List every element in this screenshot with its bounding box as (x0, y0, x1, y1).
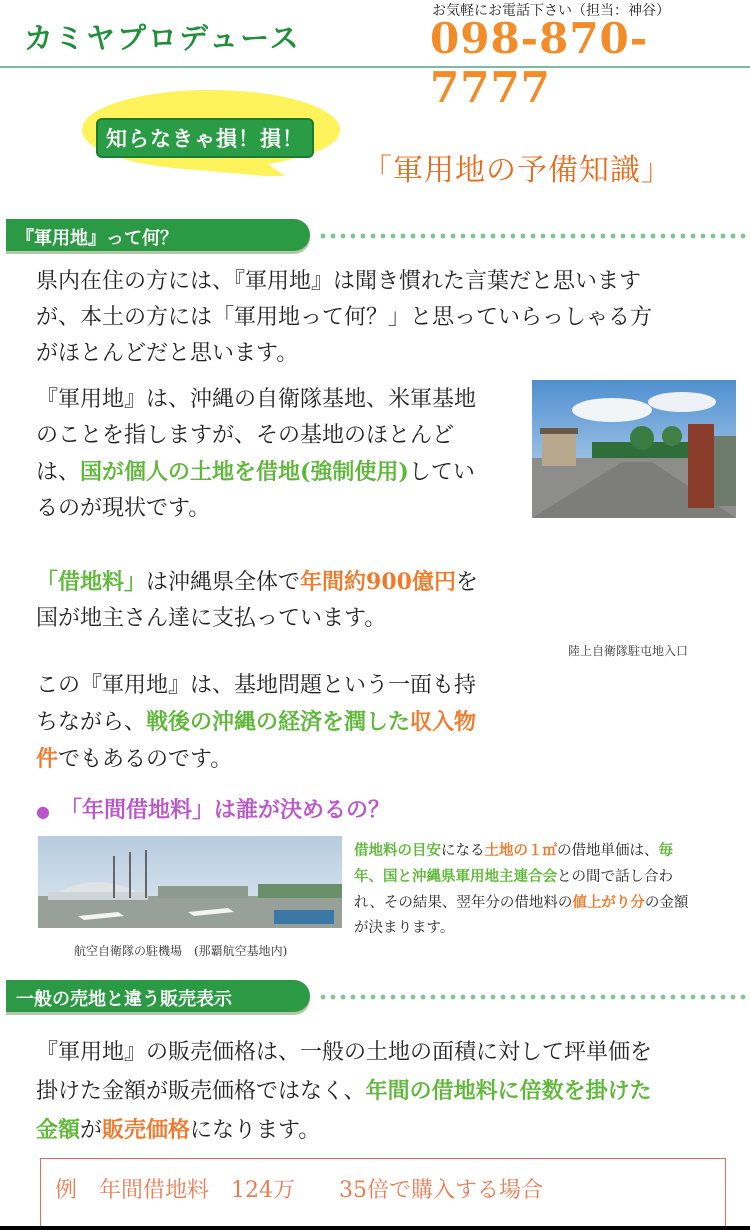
gunyochi-definition (36, 382, 536, 527)
dotted-divider (318, 994, 750, 1000)
section-title: 『軍用地』って何？ (16, 228, 178, 249)
example-box (40, 1158, 726, 1230)
text-line: この『軍用地』は、基地問題という一面も持 (36, 673, 477, 698)
intro-paragraph (36, 264, 736, 372)
highlight-text: 戦後の沖縄の経済を潤した (146, 709, 411, 735)
text-line: ちながら、戦後の沖縄の経済を潤した収入物 (36, 709, 477, 735)
text-line: れ、その結果、翌年分の借地料の値上がり分の金額 (354, 894, 689, 911)
brand-logo[interactable]: カミヤプロデュース (24, 21, 301, 55)
rent-decision-paragraph (354, 838, 734, 941)
text-line: 年、国と沖縄県軍用地主連合会との間で話し合わ (354, 868, 673, 885)
rent-amount-paragraph (36, 564, 556, 637)
air-base-photo (38, 836, 342, 928)
sales-price-paragraph (36, 1034, 746, 1150)
highlight-text: 件 (36, 746, 59, 772)
text-line: 掛けた金額が販売価格ではなく、年間の借地料に倍数を掛けた (36, 1078, 652, 1104)
highlight-text: 年間の借地料に倍数を掛けた (365, 1078, 652, 1104)
highlight-text: 販売価格 (102, 1117, 191, 1143)
highlight-text: 収入物 (410, 709, 477, 735)
text-line: 「借地料」は沖縄県全体で年間約900億円を (36, 569, 478, 595)
text-line: 『軍用地』の販売価格は、一般の土地の面積に対して坪単価を (36, 1040, 653, 1065)
site-header (0, 0, 750, 112)
page-subtitle: 「軍用地の予備知識」 (362, 153, 672, 188)
highlight-text: 「借地料」 (36, 569, 147, 595)
example-text: 例 年間借地料 124万 35倍で購入する場合 (55, 1178, 543, 1203)
section-pill (6, 980, 310, 1012)
text-line: がほとんどだと思います。 (36, 341, 299, 366)
bullet-icon: ● (36, 802, 50, 821)
text-line: るのが現状です。 (36, 496, 211, 521)
bubble-label: 知らなきゃ損！損！ (96, 118, 314, 158)
text-line: のことを指しますが、その基地のほとんど (36, 423, 455, 448)
text-line: は、国が個人の土地を借地(強制使用)してい (36, 459, 475, 485)
dotted-divider (318, 233, 750, 239)
text-line: が決まります。 (354, 920, 455, 936)
section-header-what-is (0, 219, 750, 253)
section-title: 一般の売地と違う販売表示 (16, 989, 232, 1010)
section-pill (6, 219, 310, 251)
highlight-text: 年間約900億円 (300, 569, 456, 595)
text-line: 県内在住の方には、『軍用地』は聞き慣れた言葉だと思います (36, 269, 642, 294)
bottom-border (0, 1226, 750, 1230)
photo-caption: 陸上自衛隊駐屯地入口 (568, 644, 689, 658)
text-line: 『軍用地』は、沖縄の自衛隊基地、米軍基地 (36, 387, 477, 412)
text-line: が、本土の方には「軍用地って何？」と思っていらっしゃる方 (36, 305, 653, 330)
phone-number-link[interactable]: 098-870-7777 (430, 14, 649, 112)
text-line: 金額が販売価格になります。 (36, 1117, 321, 1143)
text-line: 件でもあるのです。 (36, 746, 233, 772)
text-line: 借地料の目安になる土地の１㎡の借地単価は、毎 (354, 842, 673, 859)
base-entrance-photo (532, 380, 736, 518)
section-header-sales-display (0, 980, 750, 1014)
highlight-text: 国が個人の土地を借地(強制使用) (80, 459, 409, 485)
highlight-text: 金額 (36, 1117, 81, 1143)
photo-caption: 航空自衛隊の駐機場 (那覇航空基地内) (74, 944, 288, 958)
income-property-paragraph (36, 668, 536, 778)
text-line: 国が地主さん達に支払っています。 (36, 606, 387, 631)
tel-note: お気軽にお電話下さい（担当：神谷） (432, 3, 670, 19)
faq-bullet: ● 「年間借地料」は誰が決めるの？ (36, 797, 390, 823)
